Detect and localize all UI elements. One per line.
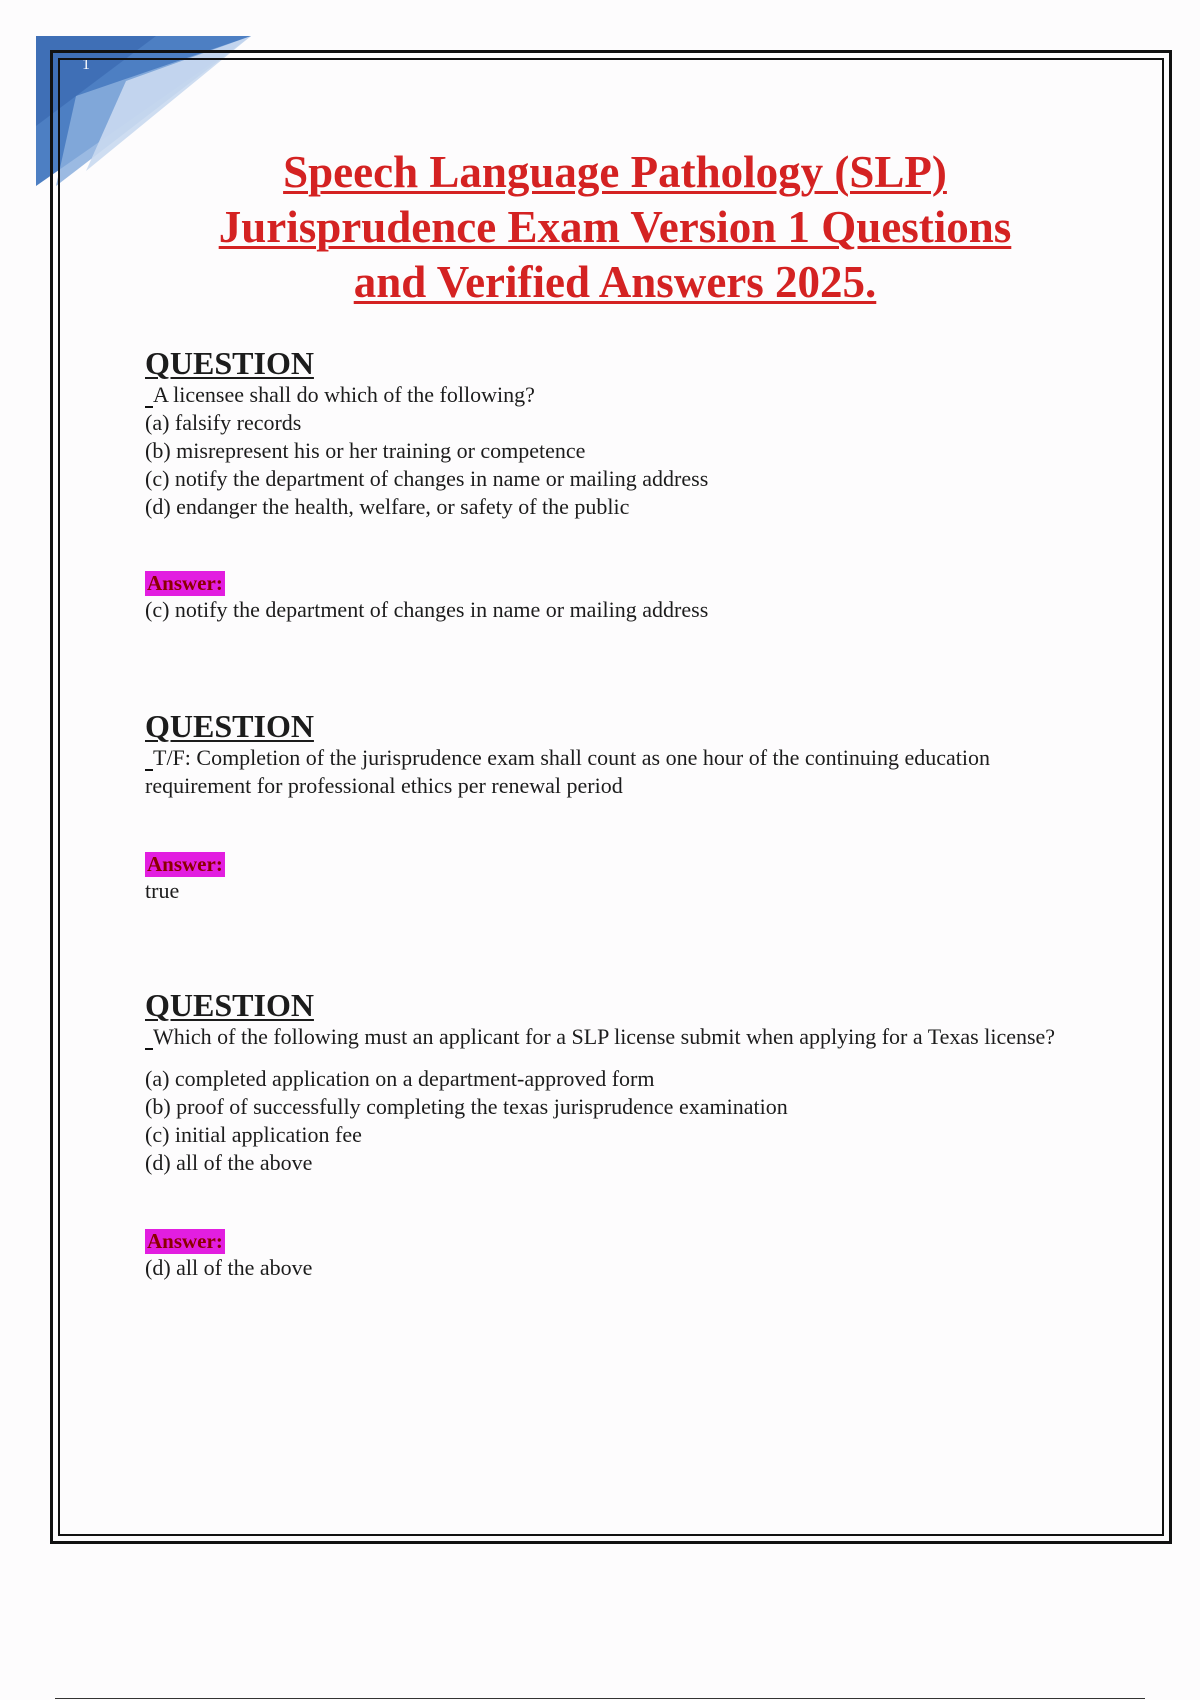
option-b: (b) proof of successfully completing the texas jurisprudence examination xyxy=(145,1094,788,1119)
title-line-1: Speech Language Pathology (SLP) xyxy=(283,147,947,197)
option-c: (c) notify the department of changes in name or mailing address xyxy=(145,466,709,491)
question-text: Which of the following must an applicant for a SLP license submit when applying for a Texas license? xyxy=(145,1023,1085,1051)
question-block-1 xyxy=(145,345,1085,624)
options-list xyxy=(145,409,1085,521)
bottom-divider xyxy=(55,1698,1145,1699)
option-b: (b) misrepresent his or her training or competence xyxy=(145,438,586,463)
title-line-2: Jurisprudence Exam Version 1 Questions xyxy=(218,202,1012,252)
question-heading: QUESTION xyxy=(145,987,314,1023)
document-title xyxy=(130,145,1100,310)
option-a: (a) falsify records xyxy=(145,410,302,435)
option-c: (c) initial application fee xyxy=(145,1122,362,1147)
answer-text: (d) all of the above xyxy=(145,1255,313,1280)
question-block-2 xyxy=(145,708,1085,905)
answer-text: true xyxy=(145,878,180,903)
question-text: A licensee shall do which of the following? xyxy=(145,381,1085,409)
answer-label: Answer: xyxy=(147,1229,223,1253)
option-a: (a) completed application on a department-approved form xyxy=(145,1066,655,1091)
question-block-3 xyxy=(145,987,1085,1282)
answer-text: (c) notify the department of changes in name or mailing address xyxy=(145,597,709,622)
answer-label: Answer: xyxy=(147,852,223,876)
options-list xyxy=(145,1065,1085,1177)
questions-list xyxy=(145,345,1085,1282)
question-heading: QUESTION xyxy=(145,708,314,744)
option-d: (d) endanger the health, welfare, or safety of the public xyxy=(145,494,630,519)
question-heading: QUESTION xyxy=(145,345,314,381)
answer-label: Answer: xyxy=(147,571,223,595)
option-d: (d) all of the above xyxy=(145,1150,313,1175)
question-text: T/F: Completion of the jurisprudence exam shall count as one hour of the continuing education requirement for professional ethics per renewal period xyxy=(145,744,1085,800)
page-number: 1 xyxy=(82,56,90,73)
title-line-3: and Verified Answers 2025. xyxy=(353,257,877,307)
